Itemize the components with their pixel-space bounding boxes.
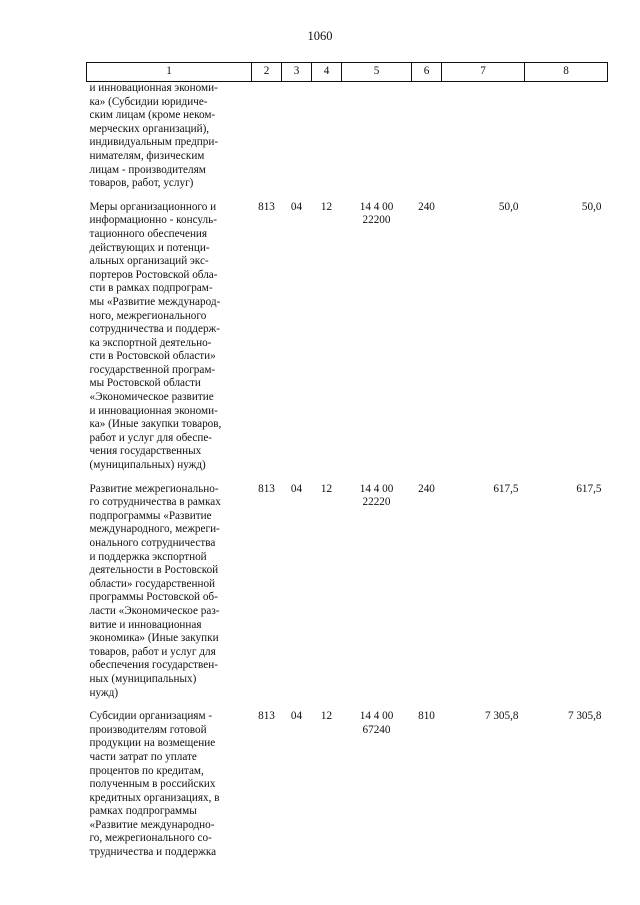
section-code-cell: 04	[290, 710, 303, 723]
column-header: 4	[312, 63, 342, 82]
item-name-line: государственной програм-	[89, 363, 216, 376]
item-name-line: продукции на возмещение	[89, 737, 216, 750]
item-name-line: полученным в российских	[89, 778, 216, 791]
item-name-line: кредитных организациях, в	[89, 791, 220, 804]
subsection-code-cell: 12	[320, 482, 333, 495]
item-name-line: витие и инновационная	[89, 618, 202, 631]
item-name-line: международного, межреги-	[89, 523, 220, 536]
section-code-cell: 04	[290, 482, 303, 495]
item-name-line: ка» (Субсидии юридиче-	[89, 95, 208, 108]
item-name-line: «Экономическое развитие	[89, 391, 214, 404]
item-name-line: мы Ростовской области	[89, 377, 201, 390]
expense-type-cell: 240	[418, 200, 435, 213]
expense-type-cell	[412, 82, 442, 199]
item-name-cell	[87, 481, 252, 709]
item-name-line: сти в рамках подпрограм-	[89, 282, 213, 295]
item-name-line: товаров, работ, услуг)	[89, 177, 194, 190]
expense-type-cell: 810	[418, 710, 435, 723]
item-name-line: и поддержка экспортной	[89, 550, 207, 563]
item-name-line: рамках подпрограммы	[89, 805, 197, 818]
item-name-line: «Развитие международно-	[89, 818, 215, 831]
table-header-row	[87, 63, 608, 82]
item-name-line: действующих и потенци-	[89, 241, 210, 254]
amount-cell: 7 305,8	[567, 710, 602, 723]
item-name-line: тационного обеспечения	[89, 227, 208, 240]
target-article-cell: 14 4 00 22220	[359, 482, 394, 509]
column-header: 1	[87, 63, 252, 82]
item-name-line: (муниципальных) нужд)	[89, 459, 206, 472]
item-name-cell	[87, 82, 252, 199]
amount-cell: 617,5	[576, 482, 602, 495]
item-name-line: деятельности в Ростовской	[89, 564, 219, 577]
item-name-line: Меры организационного и	[89, 200, 217, 213]
table-row	[87, 199, 608, 481]
expense-type-cell: 240	[418, 482, 435, 495]
item-name-line: процентов по кредитам,	[89, 764, 204, 777]
item-name-line: сотрудничества и поддерж-	[89, 323, 221, 336]
amount-cell	[442, 82, 525, 199]
item-name-line: го сотрудничества в рамках	[89, 496, 221, 509]
item-name-line: ка экспортной деятельно-	[89, 336, 212, 349]
amount-cell: 50,0	[581, 200, 602, 213]
item-name-line: чения государственных	[89, 445, 202, 458]
subsection-code-cell: 12	[320, 710, 333, 723]
item-name-line: товаров, работ и услуг для	[89, 645, 216, 658]
item-name-line: ским лицам (кроме неком-	[89, 109, 216, 122]
item-name-line: ласти «Экономическое раз-	[89, 604, 220, 617]
item-name-line: Субсидии организациям -	[89, 710, 213, 723]
section-code-cell: 04	[290, 200, 303, 213]
item-name-cell	[87, 199, 252, 481]
item-name-line: сти в Ростовской области»	[89, 350, 216, 363]
item-name-line: нужд)	[89, 686, 119, 699]
table-row	[87, 708, 608, 860]
amount-cell	[525, 82, 608, 199]
item-name-line: части затрат по уплате	[89, 750, 197, 763]
ministry-code-cell: 813	[258, 710, 275, 723]
target-article-cell: 14 4 00 22200	[359, 200, 394, 227]
item-name-line: экономика» (Иные закупки	[89, 632, 219, 645]
target-article-cell	[342, 82, 412, 199]
column-header: 8	[525, 63, 608, 82]
item-name-line: нимателям, физическим	[89, 149, 205, 162]
item-name-line: и инновационная экономи-	[89, 404, 218, 417]
table-row	[87, 481, 608, 709]
item-name-line: подпрограммы «Развитие	[89, 509, 212, 522]
item-name-cell	[87, 708, 252, 860]
ministry-code-cell	[252, 82, 282, 199]
subsection-code-cell: 12	[320, 200, 333, 213]
item-name-line: го, межрегионального со-	[89, 832, 212, 845]
item-name-line: ных (муниципальных)	[89, 672, 197, 685]
column-header: 5	[342, 63, 412, 82]
item-name-line: альных организаций экс-	[89, 255, 209, 268]
item-name-line: индивидуальным предпри-	[89, 136, 219, 149]
item-name-line: лицам - производителям	[89, 163, 206, 176]
item-name-line: ка» (Иные закупки товаров,	[89, 418, 222, 431]
ministry-code-cell: 813	[258, 200, 275, 213]
item-name-line: мы «Развитие международ-	[89, 295, 221, 308]
column-header: 7	[442, 63, 525, 82]
column-header: 2	[252, 63, 282, 82]
amount-cell: 7 305,8	[484, 710, 519, 723]
item-name-line: информационно - консуль-	[89, 214, 217, 227]
item-name-line: обеспечения государствен-	[89, 659, 218, 672]
target-article-cell: 14 4 00 67240	[359, 710, 394, 736]
budget-table	[86, 62, 608, 860]
item-name-line: мерческих организаций),	[89, 122, 210, 135]
item-name-line: онального сотрудничества	[89, 537, 216, 549]
ministry-code-cell: 813	[258, 482, 275, 495]
item-name-line: Развитие межрегионально-	[89, 482, 219, 495]
item-name-line: области» государственной	[89, 577, 216, 590]
item-name-line: программы Ростовской об-	[89, 591, 218, 604]
section-code-cell	[282, 82, 312, 199]
column-header: 3	[282, 63, 312, 82]
item-name-line: ного, межрегионального	[89, 309, 207, 322]
item-name-line: и инновационная экономи-	[89, 82, 218, 94]
item-name-line: трудничества и поддержка	[89, 846, 217, 859]
page-number: 1060	[307, 29, 333, 43]
item-name-line: портеров Ростовской обла-	[89, 268, 218, 281]
amount-cell: 50,0	[498, 200, 519, 213]
item-name-line: работ и услуг для обеспе-	[89, 431, 213, 444]
item-name-line: производителям готовой	[89, 723, 207, 736]
amount-cell: 617,5	[493, 482, 519, 495]
column-header: 6	[412, 63, 442, 82]
table-row	[87, 82, 608, 199]
subsection-code-cell	[312, 82, 342, 199]
